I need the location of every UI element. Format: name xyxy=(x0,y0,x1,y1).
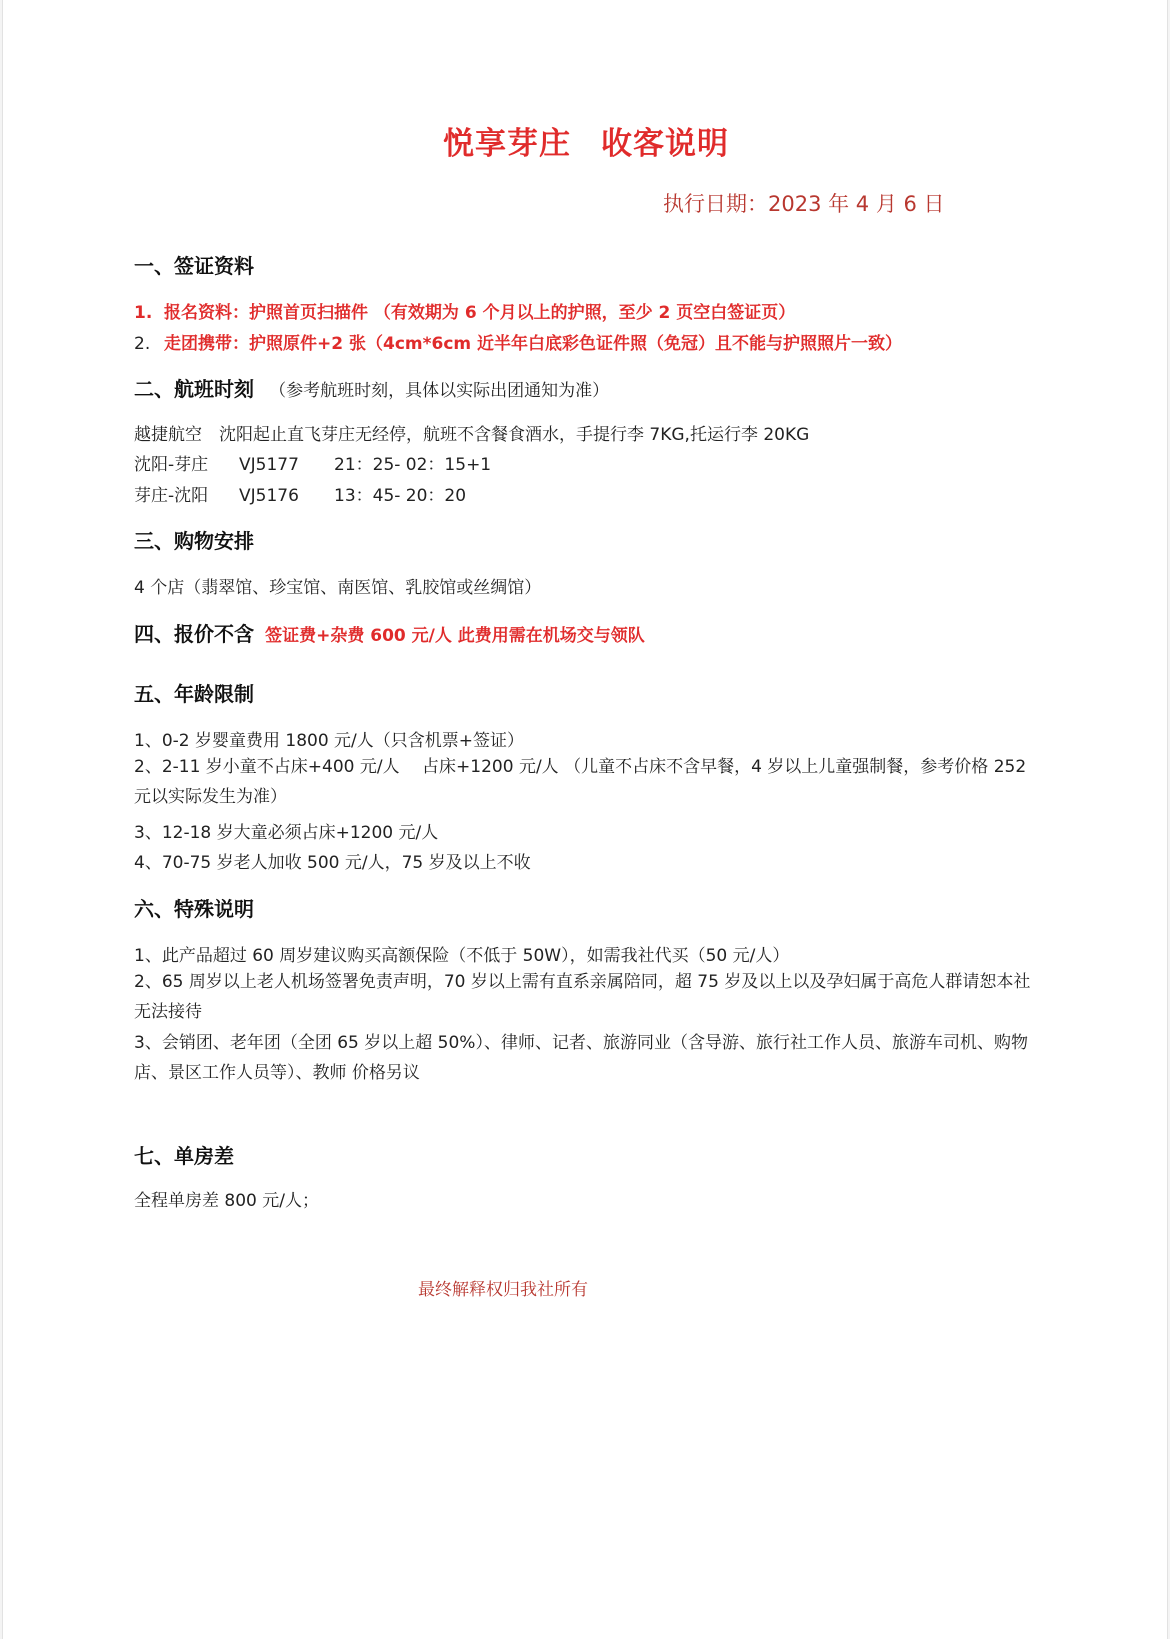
section-flight-header xyxy=(134,373,609,402)
effective-date: 执行日期：2023 年 4 月 6 日 xyxy=(663,192,945,216)
age-item-2: 2、2-11 岁小童不占床+400 元/人 占床+1200 元/人 （儿童不占床不含早餐，4 岁以上儿童强制餐，参考价格 252 元以实际发生为准） xyxy=(134,757,1027,807)
flight-row-outbound xyxy=(134,450,491,475)
section-shopping-heading: 三、购物安排 xyxy=(134,529,254,553)
flight-intro: 越捷航空 沈阳起止直飞芽庄无经停，航班不含餐食酒水，手提行李 7KG,托运行李 20KG xyxy=(134,425,810,445)
title-part-1: 悦享芽庄 xyxy=(443,126,571,162)
special-item-2: 2、65 周岁以上老人机场签署免责声明，70 岁以上需有直系亲属陪同，超 75 岁及以上以及孕妇属于高危人群请恕本社无法接待 xyxy=(134,972,1031,1022)
flight-row-1-route: 沈阳-芽庄 xyxy=(134,455,209,475)
section-flight-heading: 二、航班时刻 xyxy=(134,377,254,401)
flight-row-1-time: 21：25- 02：15+1 xyxy=(334,455,492,475)
visa-item-1-number: 1. xyxy=(134,303,153,323)
age-item-1: 1、0-2 岁婴童费用 1800 元/人（只含机票+签证） xyxy=(134,731,525,751)
single-room-text: 全程单房差 800 元/人； xyxy=(134,1191,319,1211)
flight-row-2-number: VJ5176 xyxy=(239,486,299,506)
visa-item-2-text: 走团携带：护照原件+2 张（4cm*6cm 近半年白底彩色证件照（免冠）且不能与护照照片一致） xyxy=(164,334,903,354)
shopping-text: 4 个店（翡翠馆、珍宝馆、南医馆、乳胶馆或丝绸馆） xyxy=(134,578,542,598)
document-page xyxy=(2,0,1168,1639)
visa-item-2-number: 2. xyxy=(134,334,151,354)
age-item-3: 3、12-18 岁大童必须占床+1200 元/人 xyxy=(134,823,439,843)
special-item-3: 3、会销团、老年团（全团 65 岁以上超 50%）、律师、记者、旅游同业（含导游、旅行社工作人员、旅游车司机、购物店、景区工作人员等）、教师 价格另议 xyxy=(134,1033,1028,1083)
flight-row-2-route: 芽庄-沈阳 xyxy=(134,486,209,506)
flight-row-return xyxy=(134,481,466,506)
flight-row-2-time: 13：45- 20：20 xyxy=(334,486,467,506)
title-part-2: 收客说明 xyxy=(601,126,729,162)
special-item-1: 1、此产品超过 60 周岁建议购买高额保险（不低于 50W），如需我社代买（50 元/人） xyxy=(134,946,790,966)
flight-row-1-number: VJ5177 xyxy=(239,455,299,475)
section-excluded xyxy=(134,618,645,647)
excluded-text: 签证费+杂费 600 元/人 此费用需在机场交与领队 xyxy=(265,626,645,646)
section-flight-note: （参考航班时刻，具体以实际出团通知为准） xyxy=(269,381,610,401)
visa-item-1 xyxy=(134,298,795,323)
visa-item-1-text: 报名资料：护照首页扫描件 （有效期为 6 个月以上的护照，至少 2 页空白签证页） xyxy=(164,303,796,323)
footer-disclaimer: 最终解释权归我社所有 xyxy=(418,1280,588,1300)
page-title xyxy=(3,118,1169,163)
visa-item-2 xyxy=(134,329,902,354)
section-single-heading: 七、单房差 xyxy=(134,1144,234,1168)
age-item-4: 4、70-75 岁老人加收 500 元/人，75 岁及以上不收 xyxy=(134,853,531,873)
section-age-heading: 五、年龄限制 xyxy=(134,682,254,706)
section-special-heading: 六、特殊说明 xyxy=(134,897,254,921)
section-visa-heading: 一、签证资料 xyxy=(134,254,254,278)
section-excluded-heading: 四、报价不含 xyxy=(134,622,254,646)
